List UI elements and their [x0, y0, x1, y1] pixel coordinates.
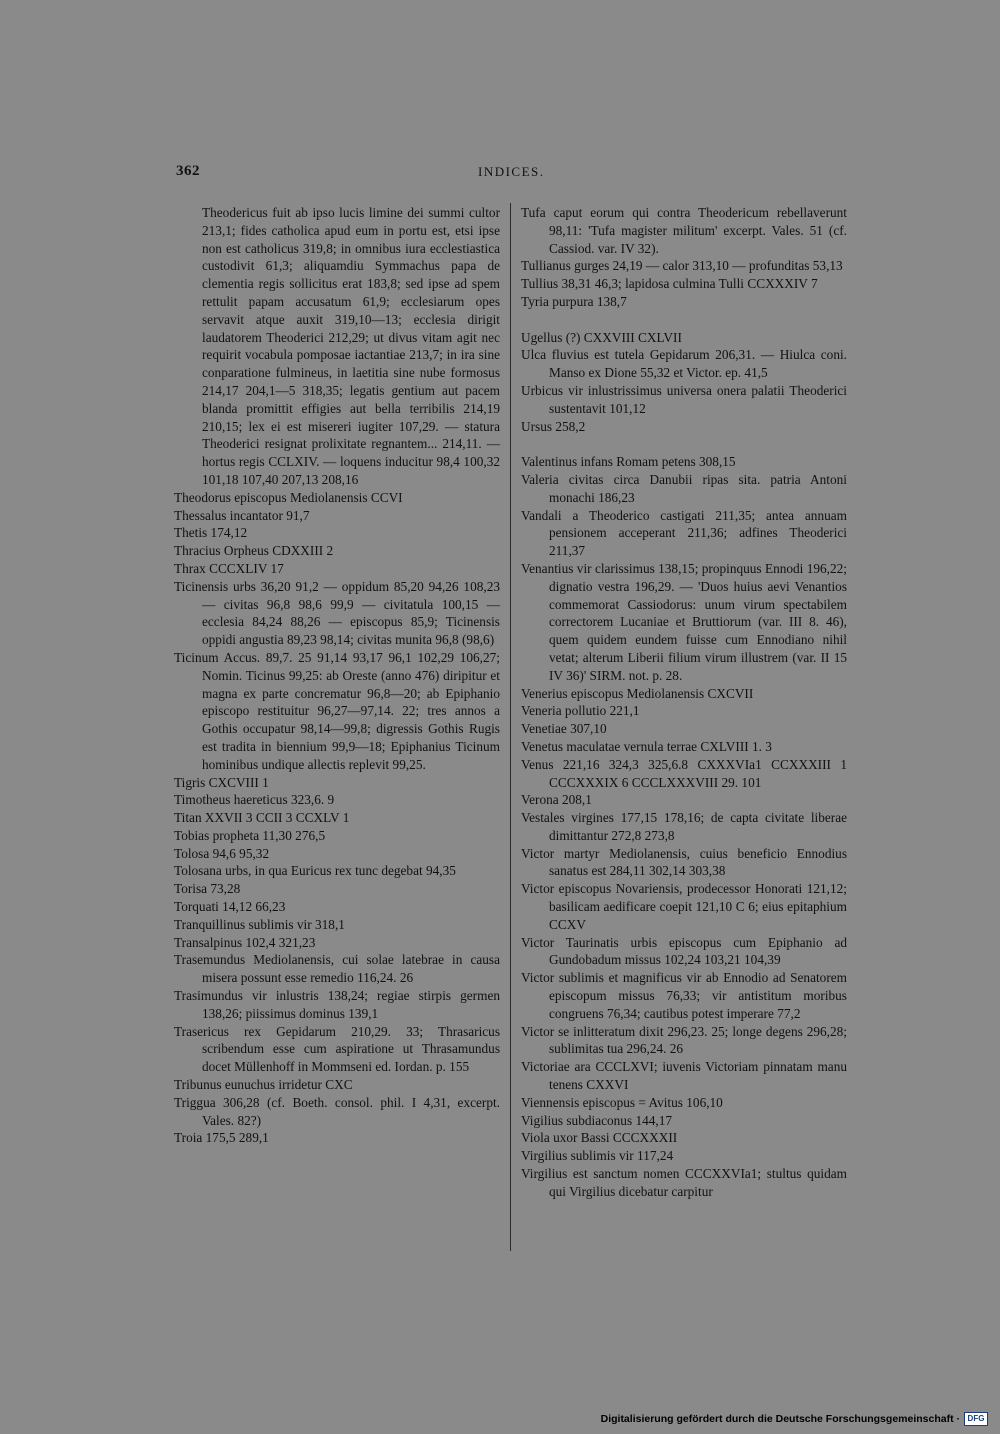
index-entry: Tranquillinus sublimis vir 318,1 — [174, 916, 345, 932]
footer-credit — [601, 1412, 988, 1426]
index-entry: Trasericus rex Gepidarum 210,29. 33; Thrasaricus scribendum esse cum aspiratione ut Thrasamundus docet Müllenhoff in Mommseni ed. Iordan. p. 155 — [174, 1023, 500, 1075]
index-entry: Thessalus incantator 91,7 — [174, 507, 310, 523]
dfg-logo-icon: DFG — [964, 1412, 988, 1426]
index-entry: Tullius 38,31 46,3; lapidosa culmina Tulli CCXXXIV 7 — [521, 276, 818, 292]
index-entry: Victor Taurinatis urbis episcopus cum Epiphanio ad Gundobadum missus 102,24 103,21 104,39 — [521, 934, 847, 968]
index-entry: Viennensis episcopus = Avitus 106,10 — [521, 1094, 723, 1110]
index-entry: Thrax CCCXLIV 17 — [174, 560, 284, 576]
index-entry: Virgilius sublimis vir 117,24 — [521, 1148, 674, 1164]
index-entry: Veneria pollutio 221,1 — [521, 703, 640, 719]
index-entry: Tolosana urbs, in qua Euricus rex tunc degebat 94,35 — [174, 863, 456, 879]
index-entry: Ticinum Accus. 89,7. 25 91,14 93,17 96,1 102,29 106,27; Nomin. Ticinus 99,25: ab Oreste (anno 476) diripitur et magna ex parte concrematur 96,8—20; ab Epiphanio episcopo restituitur 96,27—97,14. 22; tres annos a Gothis occupatur 98,14—99,8; digressis Gothis Rugis est tradita in biennium 99,9—18; Epiphanius Ticinum hominibus undique allectis replevit 99,25. — [174, 649, 500, 772]
index-entry: Torisa 73,28 — [174, 881, 241, 897]
index-entry: Timotheus haereticus 323,6. 9 — [174, 792, 335, 808]
index-entry: Vandali a Theoderico castigati 211,35; antea annuam pensionem acceperant 211,36; adfines Theoderici 211,37 — [521, 507, 847, 559]
section-spacer — [521, 435, 847, 453]
index-entry: Thracius Orpheus CDXXIII 2 — [174, 543, 334, 559]
index-entry: Tolosa 94,6 95,32 — [174, 845, 270, 861]
page-number: 362 — [176, 163, 200, 179]
index-entry: Venus 221,16 324,3 325,6.8 CXXXVIa1 CCXXXIII 1 CCCXXXIX 6 CCCLXXXVIII 29. 101 — [521, 756, 847, 790]
index-column-right — [521, 204, 847, 1201]
footer-text: Digitalisierung gefördert durch die Deutsche Forschungsgemeinschaft · — [600, 1413, 960, 1425]
index-entry: Viola uxor Bassi CCCXXXII — [521, 1130, 678, 1146]
index-entry: Ulca fluvius est tutela Gepidarum 206,31. — Hiulca coni. Manso ex Dione 55,32 et Victor. ep. 41,5 — [521, 347, 847, 381]
index-column-left — [174, 204, 500, 1147]
index-entry: Ursus 258,2 — [521, 418, 586, 434]
index-entry: Ticinensis urbs 36,20 91,2 — oppidum 85,20 94,26 108,23 — civitas 96,8 98,6 99,9 — civitatula 100,15 — ecclesia 84,24 88,26 — episcopus 85,9; Ticinensis oppidi angustia 89,23 98,14; civitas munita 96,8 (98,6) — [174, 578, 500, 648]
index-entry: Victor martyr Mediolanensis, cuius beneficio Ennodius sanatus est 284,11 302,14 303,38 — [521, 845, 847, 879]
index-entry: Theodorus episcopus Mediolanensis CCVI — [174, 489, 403, 505]
index-entry: Ugellus (?) CXXVIII CXLVII — [521, 329, 682, 345]
index-entry: Victor se inlitteratum dixit 296,23. 25; longe degens 296,28; sublimitas tua 296,24. 26 — [521, 1023, 847, 1057]
column-divider — [510, 203, 511, 1251]
index-entry: Vigilius subdiaconus 144,17 — [521, 1112, 673, 1128]
index-entry: Theodericus fuit ab ipso lucis limine dei summi cultor 213,1; fides catholica apud eum in portu est, etsi ipse non est catholicus 319,8; in omnibus iura ecclestiastica custodivit 61,3; aliquamdiu Symmachus papa de clementia regis sollicitus erat 183,8; sed ipse ad spem rettulit papam accusatum 61,9; ecclesiarum opes servavit atque auxit 319,10—13; ecclesia dirigit laudatorem Theoderici 212,29; ut divus vitam agit nec requirit vocabula pomposae iactantiae 213,7; in ira sine conparatione fulmineus, in laetitia sine nube formosus 214,17 204,1—5 318,35; legatis gentium aut pacem blanda promittit effigies aut bella terribilis 214,19 210,15; lex ei est misereri iugiter 107,29. — statura Theoderici resignat prolixitate regnantem... 214,11. — hortus regis CCLXIV. — loquens inducitur 98,4 100,32 101,18 107,40 207,13 208,16 — [202, 205, 500, 487]
index-entry: Valentinus infans Romam petens 308,15 — [521, 454, 736, 470]
index-entry: Thetis 174,12 — [174, 525, 248, 541]
index-entry: Torquati 14,12 66,23 — [174, 899, 286, 915]
index-entry: Trasemundus Mediolanensis, cui solae latebrae in causa misera possunt esse remedio 116,24. 26 — [174, 952, 500, 986]
index-entry: Urbicus vir inlustrissimus universa onera palatii Theoderici sustentavit 101,12 — [521, 382, 847, 416]
index-entry: Transalpinus 102,4 321,23 — [174, 934, 316, 950]
index-entry: Tullianus gurges 24,19 — calor 313,10 — profunditas 53,13 — [521, 258, 843, 274]
index-entry: Venetiae 307,10 — [521, 721, 607, 737]
index-entry: Verona 208,1 — [521, 792, 592, 808]
index-entry: Troia 175,5 289,1 — [174, 1130, 269, 1146]
index-entry: Triggua 306,28 (cf. Boeth. consol. phil. I 4,31, excerpt. Vales. 82?) — [174, 1094, 500, 1128]
index-entry: Tobias propheta 11,30 276,5 — [174, 827, 326, 843]
index-entry: Venetus maculatae vernula terrae CXLVIII 1. 3 — [521, 738, 772, 754]
index-entry: Tribunus eunuchus irridetur CXC — [174, 1077, 353, 1093]
index-entry: Tigris CXCVIII 1 — [174, 774, 269, 790]
index-entry: Victor episcopus Novariensis, prodecessor Honorati 121,12; basilicam aedificare coepit 121,10 C 6; eius epitaphium CCXV — [521, 881, 847, 932]
index-entry: Vestales virgines 177,15 178,16; de capta civitate liberae dimittantur 272,8 273,8 — [521, 810, 847, 843]
section-spacer — [521, 311, 847, 329]
index-entry: Tufa caput eorum qui contra Theodericum rebellaverunt 98,11: 'Tufa magister militum' excerpt. Vales. 51 (cf. Cassiod. var. IV 32). — [521, 205, 847, 256]
index-entry: Titan XXVII 3 CCII 3 CCXLV 1 — [174, 810, 350, 826]
index-entry: Victor sublimis et magnificus vir ab Ennodio ad Senatorem episcopum missus 76,33; vir antistitum moribus congruens 76,34; cautibus potest imperare 77,2 — [521, 970, 847, 1021]
index-entry: Valeria civitas circa Danubii ripas sita. patria Antoni monachi 186,23 — [521, 471, 847, 505]
index-entry: Venantius vir clarissimus 138,15; propinquus Ennodi 196,22; dignatio vestra 196,29. — 'Duos huius aevi Venantios commemorat Cassiodorus: unum virum spectabilem correctorem Lucaniae et Bruttiorum (var. III 8. 46), quem quidem eundem fuisse cum Ennodiano nihil vetat; alterum Liberii filium virum illustrem (var. II 15 IV 36)' SIRM. not. p. 28. — [521, 560, 847, 683]
index-entry: Tyria purpura 138,7 — [521, 293, 627, 309]
index-entry: Virgilius est sanctum nomen CCCXXVIa1; stultus quidam qui Virgilius dicebatur carpitur — [521, 1166, 847, 1199]
running-head: INDICES. — [478, 164, 545, 179]
index-entry: Venerius episcopus Mediolanensis CXCVII — [521, 685, 754, 701]
index-entry: Victoriae ara CCCLXVI; iuvenis Victoriam pinnatam manu tenens CXXVI — [521, 1059, 847, 1093]
index-entry: Trasimundus vir inlustris 138,24; regiae stirpis germen 138,26; piissimus dominus 139,1 — [174, 988, 500, 1021]
